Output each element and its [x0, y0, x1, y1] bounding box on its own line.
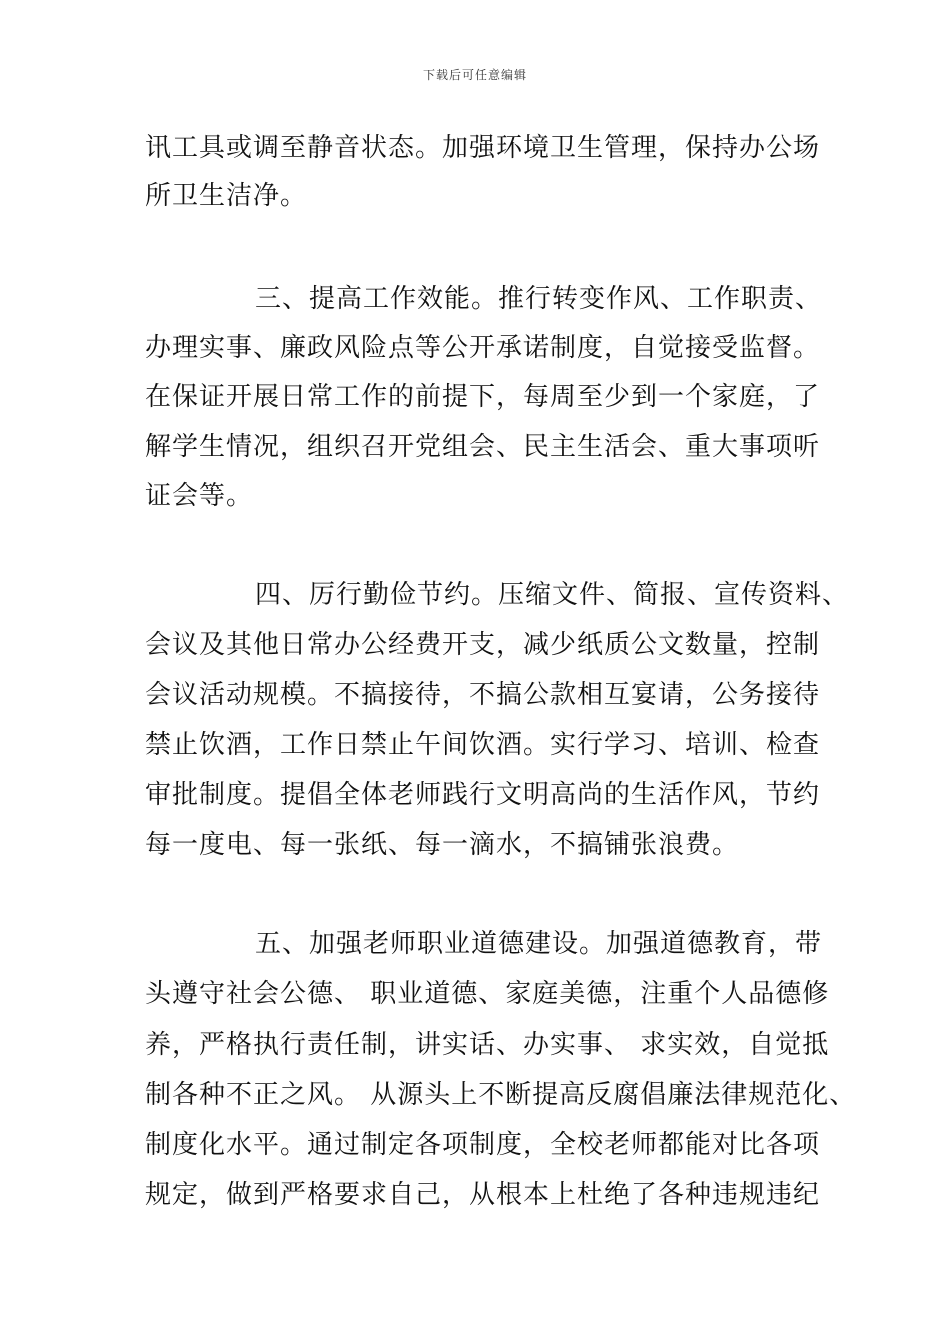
text-line-9: 会议及其他日常办公经费开支，减少纸质公文数量，控制: [145, 630, 821, 660]
text-line-11: 禁止饮酒，工作日禁止午间饮酒。实行学习、培训、检查: [145, 730, 821, 760]
section-5-heading-line: 五、加强老师职业道德建设。加强道德教育，带: [255, 929, 823, 959]
text-line-15: 头遵守社会公德、 职业道德、家庭美德，注重个人品德修: [145, 979, 830, 1009]
section-3-heading-line: 三、提高工作效能。推行转变作风、工作职责、: [255, 284, 823, 314]
section-4-heading-line: 四、厉行勤俭节约。压缩文件、简报、宣传资料、: [255, 580, 850, 610]
text-line-16: 养，严格执行责任制，讲实话、办实事、 求实效，自觉抵: [145, 1030, 830, 1060]
text-line-2: 所卫生洁净。: [145, 181, 308, 211]
text-line-17: 制各种不正之风。 从源头上不断提高反腐倡廉法律规范化、: [145, 1080, 857, 1110]
page-header: 下载后可任意编辑: [422, 68, 527, 82]
text-line-13: 每一度电、每一张纸、每一滴水，不搞铺张浪费。: [145, 830, 740, 860]
text-line-18: 制度化水平。通过制定各项制度，全校老师都能对比各项: [145, 1130, 821, 1160]
text-line-4: 办理实事、廉政风险点等公开承诺制度，自觉接受监督。: [145, 333, 821, 363]
text-line-7: 证会等。: [145, 481, 254, 511]
text-line-5: 在保证开展日常工作的前提下，每周至少到一个家庭，了: [145, 382, 821, 412]
text-line-19: 规定，做到严格要求自己，从根本上杜绝了各种违规违纪: [145, 1180, 821, 1210]
text-line-10: 会议活动规模。不搞接待，不搞公款相互宴请，公务接待: [145, 680, 821, 710]
text-line-6: 解学生情况，组织召开党组会、民主生活会、重大事项听: [145, 432, 821, 462]
text-line-12: 审批制度。提倡全体老师践行文明高尚的生活作风，节约: [145, 780, 821, 810]
text-line-1: 讯工具或调至静音状态。加强环境卫生管理，保持办公场: [145, 133, 821, 163]
